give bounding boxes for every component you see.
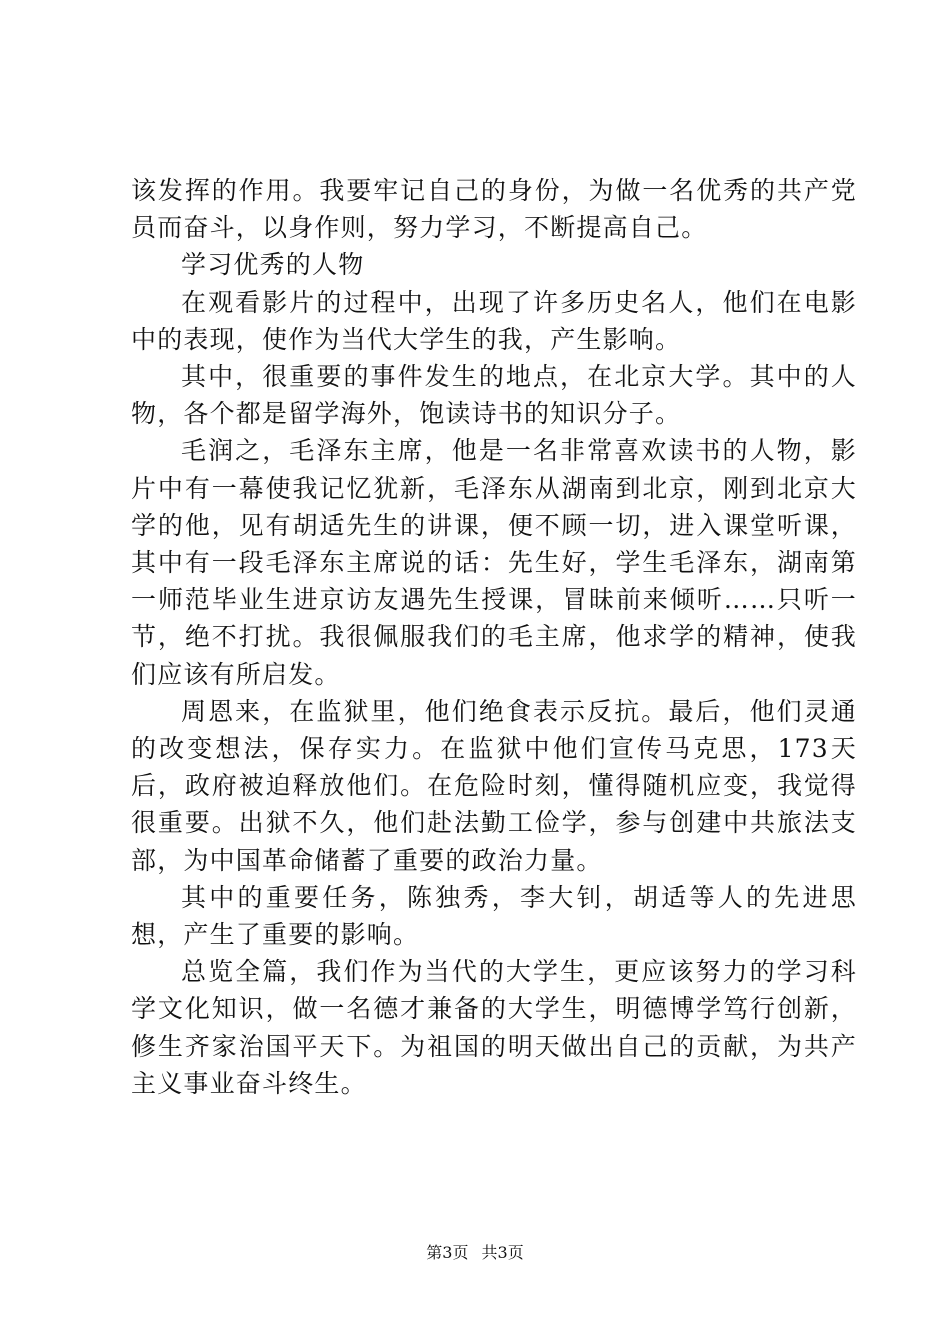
paragraph: 其中的重要任务，陈独秀，李大钊，胡适等人的先进思想，产生了重要的影响。 (131, 882, 857, 950)
paragraph: 其中，很重要的事件发生的地点，在北京大学。其中的人物，各个都是留学海外，饱读诗书的知识分子。 (131, 362, 857, 429)
paragraph: 周恩来，在监狱里，他们绝食表示反抗。最后，他们灵通的改变想法，保存实力。在监狱中他们宣传马克思，173天后，政府被迫释放他们。在危险时刻，懂得随机应变，我觉得很重要。出狱不久，他们赴法勤工俭学，参与创建中共旅法支部，为中国革命储蓄了重要的政治力量。 (131, 696, 857, 875)
paragraph: 总览全篇，我们作为当代的大学生，更应该努力的学习科学文化知识，做一名德才兼备的大学生，明德博学笃行创新，修生齐家治国平天下。为祖国的明天做出自己的贡献，为共产主义事业奋斗终生。 (131, 957, 857, 1098)
document-body (131, 172, 857, 1102)
section-heading: 学习优秀的人物 (181, 250, 365, 280)
paragraph: 在观看影片的过程中，出现了许多历史名人，他们在电影中的表现，使作为当代大学生的我，产生影响。 (131, 287, 857, 354)
paragraph: 毛润之，毛泽东主席，他是一名非常喜欢读书的人物，影片中有一幕使我记忆犹新，毛泽东从湖南到北京，刚到北京大学的他，见有胡适先生的讲课，便不顾一切，进入课堂听课，其中有一段毛泽东主席说的话：先生好，学生毛泽东，湖南第一师范毕业生进京访友遇先生授课，冒昧前来倾听……只听一节，绝不打扰。我很佩服我们的毛主席，他求学的精神，使我们应该有所启发。 (131, 436, 857, 689)
paragraph-continuation: 该发挥的作用。我要牢记自己的身份，为做一名优秀的共产党员而奋斗，以身作则，努力学习，不断提高自己。 (131, 176, 857, 243)
page-footer (0, 1242, 950, 1264)
page-total: 共3页 (481, 1243, 524, 1262)
page-number: 第3页 (426, 1243, 469, 1262)
